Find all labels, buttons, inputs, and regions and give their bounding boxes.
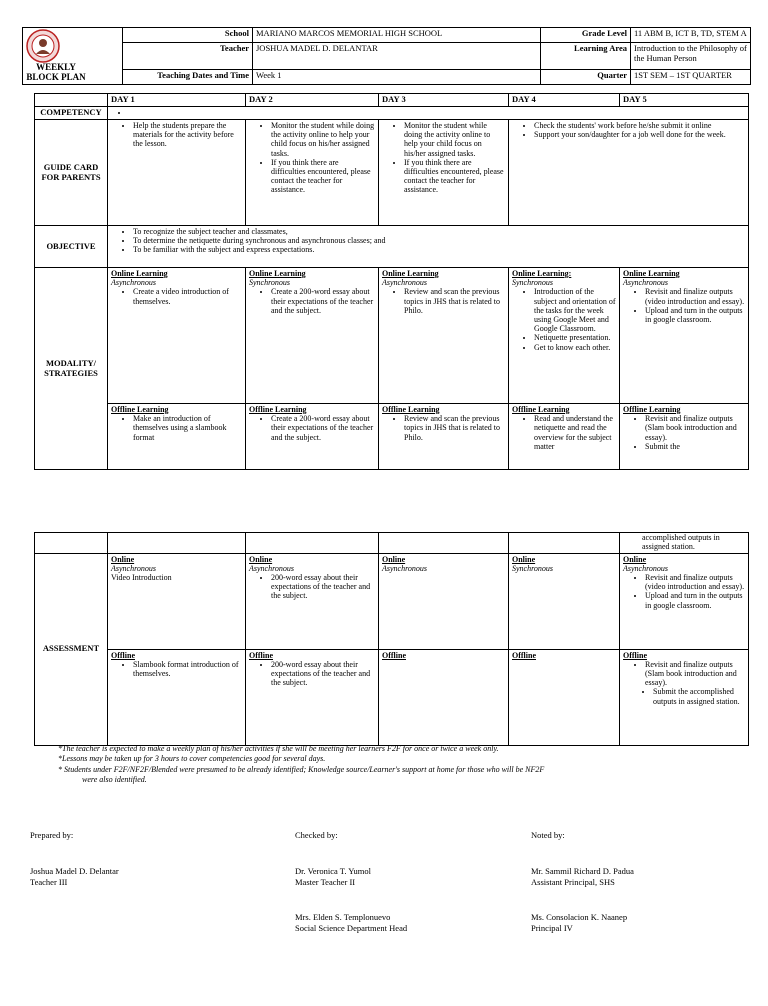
mode-subheading: Synchronous (249, 278, 291, 288)
assess-offline-day-1 (108, 649, 246, 745)
guide-item: • If you think there are difficulties encountered, please contact the teacher for assistance. (404, 158, 505, 195)
cont-day-1 (108, 533, 246, 554)
online-day-3 (379, 268, 509, 404)
mode-heading: Offline Learning (111, 405, 169, 414)
day-2-header: DAY 2 (246, 94, 379, 107)
objective-cell (108, 226, 749, 268)
activity-item: • Netiquette presentation. (534, 333, 616, 342)
noted-signatory-2 (531, 912, 627, 935)
signatory-title: Teacher III (30, 877, 68, 888)
mode-heading: Online (249, 554, 273, 564)
competency-item (129, 108, 745, 117)
guide-day-1 (108, 120, 246, 226)
offline-day-2 (246, 404, 379, 470)
signatory-name: Dr. Veronica T. Yumol (295, 866, 371, 876)
offline-day-5 (620, 404, 749, 470)
assess-offline-day-4 (509, 649, 620, 745)
guide-card-label: GUIDE CARD FOR PARENTS (35, 120, 108, 226)
guide-item: • Support your son/daughter for a job well done for the week. (534, 130, 745, 139)
competency-label: COMPETENCY (35, 107, 108, 120)
guide-item: • Check the students' work before he/she submit it online (534, 121, 745, 130)
assessment-label: ASSESSMENT (35, 553, 108, 745)
activity-item: • Introduction of the subject and orientation of the tasks for the week using Google Meet and Google Classroom. (534, 287, 616, 333)
assess-online-day-2 (246, 553, 379, 649)
mode-heading: Online Learning (623, 269, 680, 278)
mode-heading: Online (623, 554, 647, 564)
school-seal-icon (26, 29, 60, 63)
assess-offline-day-2 (246, 649, 379, 745)
offline-day-4 (509, 404, 620, 470)
day-4-header: DAY 4 (509, 94, 620, 107)
mode-subheading: Asynchronous (623, 278, 669, 288)
quarter-value: 1ST SEM – 1ST QUARTER (631, 69, 751, 84)
signatory-name: Mr. Sammil Richard D. Padua (531, 866, 634, 876)
school-label: School (123, 28, 253, 43)
mode-heading: Online Learning (382, 269, 439, 278)
dates-value: Week 1 (253, 69, 541, 84)
guide-item: • Monitor the student while doing the activity online to help your child focus on his/her assigned tasks. (271, 121, 375, 158)
cont-day-4 (509, 533, 620, 554)
cont-day-3 (379, 533, 509, 554)
logo-cell (23, 28, 123, 85)
mode-subheading: Synchronous (512, 563, 554, 573)
guide-day-2 (246, 120, 379, 226)
mode-subheading: Asynchronous (382, 563, 428, 573)
activity-item: • Get to know each other. (534, 343, 616, 352)
signatory-title: Assistant Principal, SHS (531, 877, 615, 888)
online-day-1 (108, 268, 246, 404)
offline-day-1 (108, 404, 246, 470)
continued-text: accomplished outputs in assigned station. (642, 533, 720, 551)
grade-value: 11 ABM B, ICT B, TD, STEM A (631, 28, 751, 43)
checked-signatory-2 (295, 912, 407, 935)
signatory-name: Mrs. Elden S. Templonuevo (295, 912, 391, 922)
signatory-name: Ms. Consolacion K. Naanep (531, 912, 628, 922)
mode-heading: Offline (249, 650, 273, 660)
checked-signatory-1 (295, 866, 371, 889)
assessment-item: • Upload and turn in the outputs in google classroom. (645, 591, 745, 609)
activity-item: • Create a 200-word essay about their expectations of the teacher and the subject. (271, 414, 375, 442)
plan-table (34, 93, 749, 470)
footnote: *The teacher is expected to make a weekly plan of his/her activities if she will be meeting her learners F2F for once or twice a week only. (58, 744, 499, 753)
assessment-item: • Slambook format introduction of themselves. (133, 660, 242, 678)
assess-offline-day-5 (620, 649, 749, 745)
mode-subheading: Asynchronous (111, 563, 157, 573)
dates-label: Teaching Dates and Time (123, 69, 253, 84)
cont-day-5 (620, 533, 749, 554)
activity-item: • Submit the (645, 442, 745, 451)
online-day-2 (246, 268, 379, 404)
guide-item: • If you think there are difficulties encountered, please contact the teacher for assistance. (271, 158, 375, 195)
teacher-value: JOSHUA MADEL D. DELANTAR (253, 43, 541, 70)
guide-day-4-5 (509, 120, 749, 226)
assess-online-day-4 (509, 553, 620, 649)
signatory-name: Joshua Madel D. Delantar (30, 866, 119, 876)
assess-online-day-1 (108, 553, 246, 649)
mode-heading: Offline Learning (382, 405, 440, 414)
assessment-item: • 200-word essay about their expectations of the teacher and the subject. (271, 660, 375, 688)
activity-item: • Revisit and finalize outputs (Slam book introduction and essay). (645, 414, 745, 442)
activity-item: • Revisit and finalize outputs (video introduction and essay). (645, 287, 745, 305)
objective-item: • To be familiar with the subject and express expectations. (133, 245, 745, 254)
footnote: were also identified. (82, 775, 147, 785)
activity-item: • Create a video introduction of themselves. (133, 287, 242, 305)
grade-label: Grade Level (541, 28, 631, 43)
mode-heading: Offline Learning (623, 405, 681, 414)
mode-heading: Online Learning (111, 269, 168, 278)
corner-cell (35, 94, 108, 107)
online-day-5 (620, 268, 749, 404)
mode-heading: Offline Learning (249, 405, 307, 414)
noted-by-label: Noted by: (531, 830, 565, 840)
mode-heading: Offline (111, 650, 135, 660)
cont-day-2 (246, 533, 379, 554)
mode-heading: Online (111, 554, 135, 564)
mode-subheading: Asynchronous (623, 563, 669, 573)
assess-online-day-5 (620, 553, 749, 649)
cont-label-cell (35, 533, 108, 554)
activity-item: • Review and scan the previous topics in JHS that is related to Philo. (404, 287, 505, 315)
objective-label: OBJECTIVE (35, 226, 108, 268)
assess-online-day-3 (379, 553, 509, 649)
assessment-item: • Revisit and finalize outputs (Slam book introduction and essay). (645, 660, 745, 688)
activity-item: • Make an introduction of themselves using a slambook format (133, 414, 242, 442)
noted-signatory-1 (531, 866, 634, 889)
assess-offline-day-3 (379, 649, 509, 745)
teacher-label: Teacher (123, 43, 253, 70)
mode-heading: Offline (623, 650, 647, 660)
mode-heading: Offline (382, 650, 406, 660)
activity-item: • Review and scan the previous topics in JHS that is related to Philo. (404, 414, 505, 442)
mode-heading: Online (382, 554, 406, 564)
objective-item: • To determine the netiquette during synchronous and asynchronous classes; and (133, 236, 745, 245)
modality-label: MODALITY/ STRATEGIES (35, 268, 108, 470)
day-5-header: DAY 5 (620, 94, 749, 107)
plan-title: WEEKLY BLOCK PLAN (26, 62, 86, 82)
header-table (22, 27, 751, 85)
mode-heading: Offline (512, 650, 536, 660)
offline-day-3 (379, 404, 509, 470)
mode-subheading: Asynchronous (249, 563, 295, 573)
day-3-header: DAY 3 (379, 94, 509, 107)
assessment-item: • Revisit and finalize outputs (video introduction and essay). (645, 573, 745, 591)
plan-table-continued (34, 532, 749, 746)
activity-item: • Create a 200-word essay about their expectations of the teacher and the subject. (271, 287, 375, 315)
mode-heading: Online Learning (249, 269, 306, 278)
activity-item: • Read and understand the netiquette and read the overview for the subject matter (534, 414, 616, 451)
footnotes (58, 744, 748, 786)
signatory-title: Social Science Department Head (295, 923, 408, 934)
guide-item: • Help the students prepare the materials for the activity before the lesson. (133, 121, 242, 149)
signatory-title: Principal IV (531, 923, 573, 934)
mode-heading: Offline Learning (512, 405, 570, 414)
guide-day-3 (379, 120, 509, 226)
mode-heading: Online (512, 554, 536, 564)
day-1-header: DAY 1 (108, 94, 246, 107)
footnote: * Students under F2F/NF2F/Blended were presumed to be already identified; Knowledge source/Learner's support at home for those who will be NF2F (58, 764, 545, 774)
online-day-4 (509, 268, 620, 404)
area-label: Learning Area (541, 43, 631, 70)
activity-item: • Upload and turn in the outputs in google classroom. (645, 306, 745, 324)
mode-subheading: Synchronous (512, 278, 554, 288)
mode-subheading: Asynchronous (382, 278, 428, 288)
objective-item: • To recognize the subject teacher and classmates, (133, 227, 745, 236)
school-value: MARIANO MARCOS MEMORIAL HIGH SCHOOL (253, 28, 541, 43)
mode-heading: Online Learning: (512, 269, 572, 278)
signatory-title: Master Teacher II (295, 877, 356, 888)
guide-item: • Monitor the student while doing the activity online to help your child focus on his/her assigned tasks. (404, 121, 505, 158)
competency-cell (108, 107, 749, 120)
quarter-label: Quarter (541, 69, 631, 84)
assessment-text: Video Introduction (111, 572, 172, 582)
assessment-item: • Submit the accomplished outputs in assigned station. (653, 687, 745, 705)
area-value: Introduction to the Philosophy of the Human Person (631, 43, 751, 70)
mode-subheading: Asynchronous (111, 278, 157, 288)
prepared-by-label: Prepared by: (30, 830, 74, 840)
prepared-signatory (30, 866, 119, 889)
assessment-item: • 200-word essay about their expectations of the teacher and the subject. (271, 573, 375, 601)
footnote: *Lessons may be taken up for 3 hours to cover competencies good for several days. (58, 754, 326, 764)
checked-by-label: Checked by: (295, 830, 338, 840)
